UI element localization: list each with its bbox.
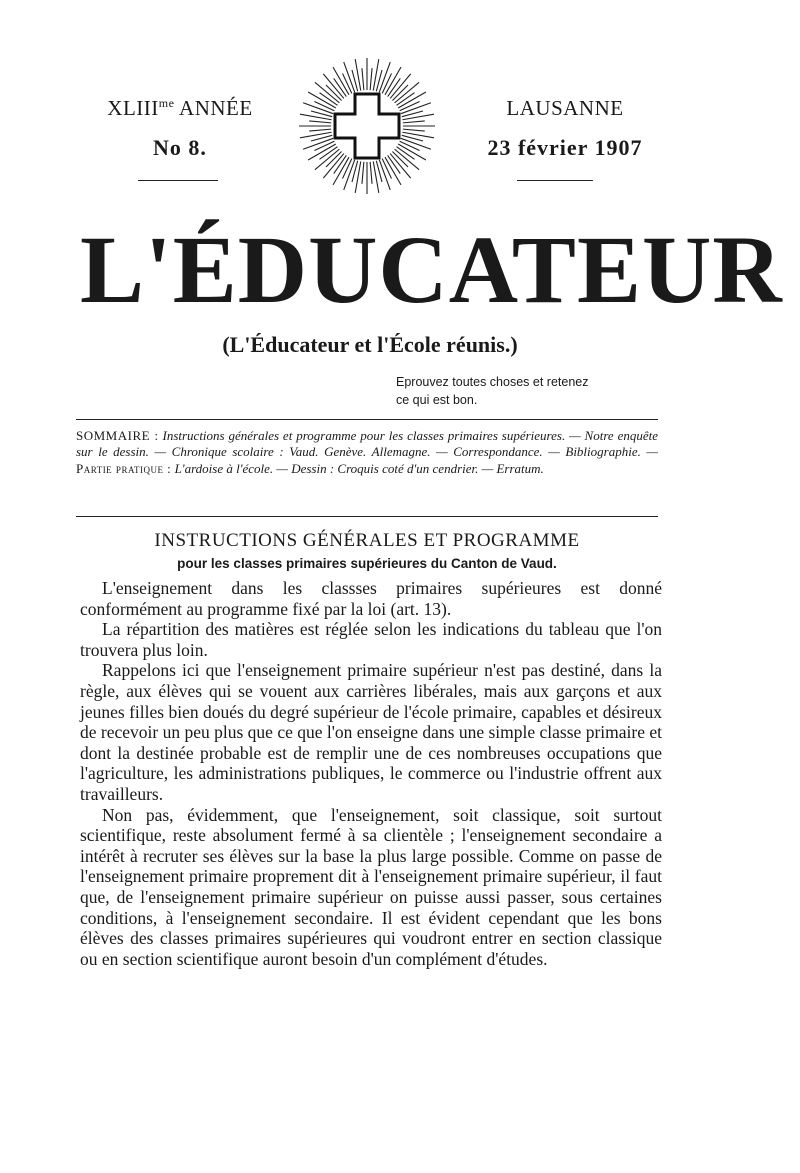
paragraph: Non pas, évidemment, que l'enseignement, soit classique, soit surtout scientifique, reste absolument fermé à sa clientèle ; l'enseignement secondaire a intérêt à recruter ses élèves sur la base la plus large possible. Comme on passe de l'enseignement primaire proprement dit à l'enseignement primaire supérieur, il faut que, de l'enseignement primaire supérieur on puisse aussi passer, sous certaines conditions, à l'enseignement secondaire. Il est évident cependant que les bons élèves des classes primaires supérieures qui voudront entrer en section classique ou en section scientifique auront besoin d'un complément d'études. (80, 804, 662, 969)
sunburst-ray (362, 162, 364, 184)
rule-top-sommaire (76, 419, 658, 420)
sunburst-ray (370, 162, 372, 184)
sunburst-ray (395, 149, 420, 170)
volume-label: $XLIII^{me}$ ANNÉE (107, 96, 253, 120)
sunburst-ray (362, 68, 364, 90)
sunburst-ray (315, 82, 340, 103)
sunburst-ray (400, 141, 420, 150)
sunburst-ray (315, 149, 340, 170)
sunburst-ray (382, 159, 391, 179)
sunburst-ray (395, 82, 420, 103)
swiss-cross-sunburst-icon (297, 56, 437, 196)
paragraph: L'enseignement dans les classses primaires supérieures est donné conformément au programme fixé par la loi (art. 13). (80, 578, 662, 619)
issue-date: 23 février 1907 (487, 135, 643, 160)
city-label: LAUSANNE (506, 96, 624, 120)
sunburst-ray (342, 73, 351, 93)
motto-line-2: ce qui est bon. (396, 393, 478, 407)
sunburst-ray (309, 121, 331, 123)
sunburst-ray (370, 68, 372, 90)
paragraph: Rappelons ici que l'enseignement primaire supérieur n'est pas destiné, dans la règle, aux élèves qui se vouent aux carrières libérales, mais aux garçons et aux jeunes filles bien doués du degré supérieur de l'école primaire, capables et désireux de recevoir un peu plus que ce que l'on enseigne dans une simple classe primaire et dont la destinée probable est de remplir une de ces nombreuses occupations que l'agriculture, les administrations publiques, le commerce ou l'industrie offrent aux travailleurs. (80, 660, 662, 804)
masthead-subtitle: (L'Éducateur et l'École réunis.) (222, 332, 518, 357)
article-body (80, 578, 662, 969)
header-right-rule (517, 180, 593, 181)
sunburst-ray (323, 154, 344, 179)
masthead-title: L'ÉDUCATEUR (80, 216, 783, 323)
sommaire-label: SOMMAIRE : (76, 428, 159, 443)
header-right (470, 96, 660, 161)
sunburst-ray (382, 73, 391, 93)
sunburst-ray (400, 101, 420, 110)
header-left-rule (138, 180, 218, 181)
issue-number: No 8. (153, 135, 207, 160)
motto-line-1: Eprouvez toutes choses et retenez (396, 375, 589, 389)
sunburst-ray (390, 154, 411, 179)
paragraph: La répartition des matières est réglée selon les indications du tableau que l'on trouvera plus loin. (80, 619, 662, 660)
sunburst-ray (314, 141, 334, 150)
sunburst-ray (309, 129, 331, 131)
sunburst-ray (314, 101, 334, 110)
sunburst-ray (403, 129, 425, 131)
article-title: INSTRUCTIONS GÉNÉRALES ET PROGRAMME (154, 530, 580, 551)
sommaire (76, 428, 658, 477)
sunburst-ray (342, 159, 351, 179)
article-subtitle: pour les classes primaires supérieures du Canton de Vaud. (177, 556, 557, 571)
sommaire-contents: Instructions générales et programme pour les classes primaires supérieures. — Notre enquête sur le dessin. — Chronique scolaire : Vaud. Genève. Allemagne. — Correspondance. — Bibliographie. — (76, 428, 658, 460)
rule-bottom-sommaire (76, 516, 658, 517)
header-left (100, 96, 260, 161)
sunburst-ray (323, 74, 344, 99)
sunburst-ray (390, 74, 411, 99)
sommaire-pratique: L'ardoise à l'école. — Dessin : Croquis coté d'un cendrier. — Erratum. (174, 460, 544, 476)
motto (396, 373, 666, 409)
sunburst-ray (403, 121, 425, 123)
sommaire-partie-label: Partie pratique : (76, 460, 172, 476)
